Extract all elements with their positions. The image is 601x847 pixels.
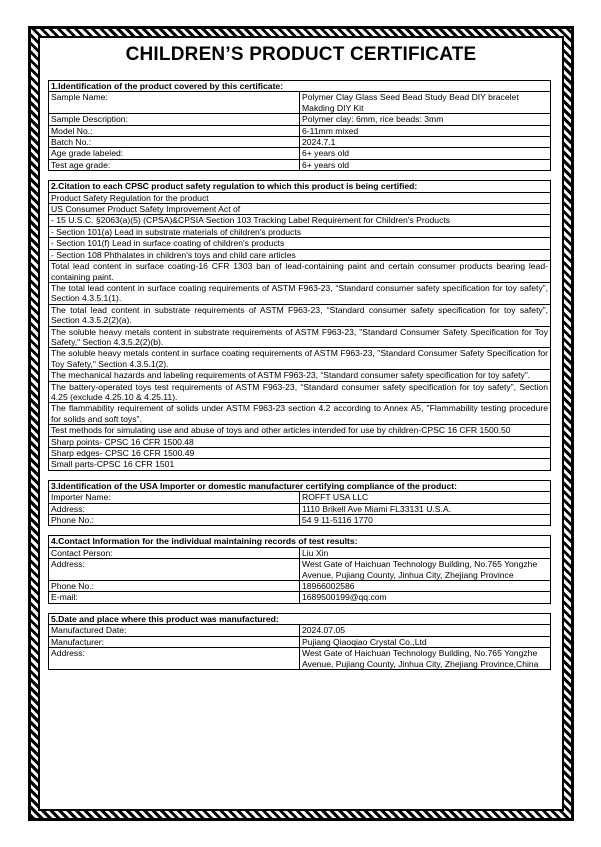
table-row	[49, 515, 551, 526]
table-row	[49, 503, 551, 514]
table-row	[49, 92, 551, 114]
table-row	[49, 114, 551, 125]
field-value: Pujiang Qiaoqiao Crystal Co.,Ltd	[300, 636, 551, 647]
regulation-line: The soluble heavy metals content in substrate requirements of ASTM F963-23, "Standard Consumer Safety Specification for Toy Safety," Section 4.3.5.2(2)(b).	[49, 326, 551, 348]
regulation-line: Test methods for simulating use and abuse of toys and other articles intended for use by children-CPSC 16 CFR 1500.50	[49, 425, 551, 436]
field-label: Phone No.:	[49, 581, 300, 592]
regulation-line: US Consumer Product Safety Improvement Act of	[49, 204, 551, 215]
table-row	[49, 625, 551, 636]
field-value: 1110 Brikell Ave Miami FL33131 U.S.A.	[300, 503, 551, 514]
field-value: West Gate of Haichuan Technology Building, No.765 Yongzhe Avenue, Pujiang County, Jinhua City, Zhejiang Province	[300, 559, 551, 581]
field-value: West Gate of Haichuan Technology Building, No.765 Yongzhe Avenue, Pujiang County, Jinhua City, Zhejiang Province,China	[300, 648, 551, 670]
regulation-line: The soluble heavy metals content in surface coating requirements of ASTM F963-23, "Standard Consumer Safety Specification for Toy Safety," Section 4.3.5.1(2).	[49, 348, 551, 370]
regulation-line: - Section 108 Phthalates in children's toys and child care articles	[49, 249, 551, 260]
table-row	[49, 559, 551, 581]
field-value: Polymer Clay Glass Seed Bead Study Bead DIY bracelet Makding DIY Kit	[300, 92, 551, 114]
section-heading: 3.Identification of the USA Importer or domestic manufacturer certifying compliance of the product:	[49, 480, 551, 491]
table-row	[49, 492, 551, 503]
table-row	[49, 148, 551, 159]
field-label: Sample Description:	[49, 114, 300, 125]
table-row	[49, 137, 551, 148]
field-label: Address:	[49, 648, 300, 670]
field-value: 2024.7.1	[300, 137, 551, 148]
regulation-line: - Section 101(a) Lead in substrate materials of children's products	[49, 226, 551, 237]
field-label: E-mail:	[49, 592, 300, 603]
field-label: Importer Name:	[49, 492, 300, 503]
regulation-line: The battery-operated toys test requirements of ASTM F963-23, “Standard consumer safety specification for toy safety”, Section 4.25 (exclude 4.25.10 & 4.25.11).	[49, 381, 551, 403]
section-cpsc-regulations	[48, 180, 551, 471]
regulation-line: The mechanical hazards and labeling requirements of ASTM F963-23, “Standard consumer safety specification for toy safety”.	[49, 370, 551, 381]
field-value: 54 9 11-5116 1770	[300, 515, 551, 526]
section-heading: 1.Identification of the product covered by this certificate:	[49, 81, 551, 92]
field-label: Model No.:	[49, 125, 300, 136]
section-contact-information	[48, 535, 551, 603]
field-label: Age grade labeled:	[49, 148, 300, 159]
field-value: 2024.07.05	[300, 625, 551, 636]
field-label: Contact Person:	[49, 547, 300, 558]
field-value: Liu Xin	[300, 547, 551, 558]
table-row	[49, 159, 551, 170]
section-heading: 2.Citation to each CPSC product safety regulation to which this product is being certified:	[49, 181, 551, 192]
regulation-line: - Section 101(f) Lead in surface coating of children's products	[49, 238, 551, 249]
certificate-title: CHILDREN’S PRODUCT CERTIFICATE	[125, 44, 477, 65]
regulation-line: Small parts-CPSC 16 CFR 1501	[49, 459, 551, 470]
field-value: 6+ years old	[300, 159, 551, 170]
field-label: Batch No.:	[49, 137, 300, 148]
regulation-line: Sharp points- CPSC 16 CFR 1500.48	[49, 436, 551, 447]
section-manufacture-details	[48, 613, 551, 670]
regulation-line: The flammability requirement of solids under ASTM F963-23 section 4.2 according to Annex A5, "Flammability testing procedure for solids and soft toys".	[49, 403, 551, 425]
table-row	[49, 648, 551, 670]
table-row	[49, 592, 551, 603]
field-label: Manufactured Date:	[49, 625, 300, 636]
section-heading: 5.Date and place where this product was manufactured:	[49, 613, 551, 624]
field-value: ROFFT USA LLC	[300, 492, 551, 503]
table-row	[49, 547, 551, 558]
regulation-line: The total lead content in substrate requirements of ASTM F963-23, “Standard consumer safety specification for toy safety”, Section 4.3.5.2(2)(a).	[49, 304, 551, 326]
field-label: Sample Name:	[49, 92, 300, 114]
section-product-identification	[48, 80, 551, 171]
regulation-line: Total lead content in surface coating-16 CFR 1303 ban of lead-containing paint and certain consumer products bearing lead-containing paint.	[49, 261, 551, 283]
field-value: 6+ years old	[300, 148, 551, 159]
section-importer	[48, 480, 551, 527]
field-label: Address:	[49, 503, 300, 514]
field-label: Phone No.:	[49, 515, 300, 526]
field-value: 6-11mm mixed	[300, 125, 551, 136]
regulation-line: Sharp edges- CPSC 16 CFR 1500.49	[49, 448, 551, 459]
field-label: Manufacturer:	[49, 636, 300, 647]
regulation-line: Product Safety Regulation for the product	[49, 192, 551, 203]
table-row	[49, 636, 551, 647]
certificate-body	[48, 80, 551, 679]
section-heading: 4.Contact Information for the individual maintaining records of test results:	[49, 536, 551, 547]
field-value: 1689500199@qq.com	[300, 592, 551, 603]
table-row	[49, 581, 551, 592]
field-label: Test age grade:	[49, 159, 300, 170]
field-value: 18966002586	[300, 581, 551, 592]
field-value: Polymer clay: 6mm, rice beads: 3mm	[300, 114, 551, 125]
table-row	[49, 125, 551, 136]
regulation-line: - 15 U.S.C. §2063(a)(5) (CPSA)&CPSIA Section 103 Tracking Label Requirement for Children's Products	[49, 215, 551, 226]
regulation-line: The total lead content in surface coating requirements of ASTM F963-23, “Standard consumer safety specification for toy safety”, Section 4.3.5.1(1).	[49, 282, 551, 304]
field-label: Address:	[49, 559, 300, 581]
